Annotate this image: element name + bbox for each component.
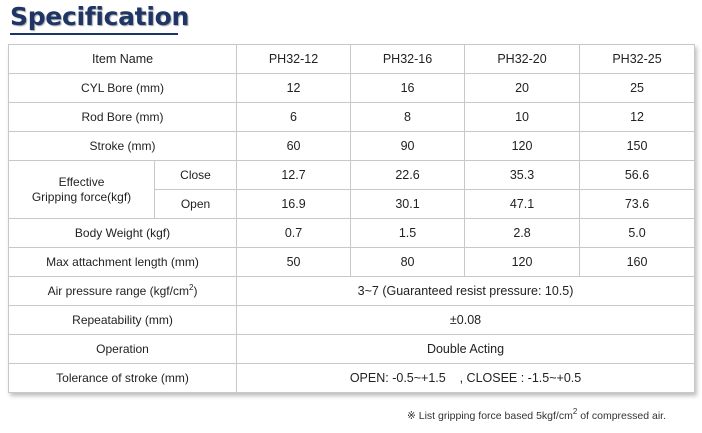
row-label-text: Rod Bore	[81, 110, 133, 124]
table-cell: 73.6	[580, 190, 695, 219]
row-label: Repeatability (mm)	[9, 306, 237, 335]
table-cell-merged: OPEN: -0.5~+1.5 , CLOSEE : -1.5~+0.5	[237, 364, 695, 393]
row-repeatability	[9, 306, 695, 335]
row-label-text: Body Weight	[74, 226, 143, 240]
row-rod-bore	[9, 103, 695, 132]
row-label	[9, 74, 237, 103]
table-cell: 60	[237, 132, 351, 161]
row-air-pressure	[9, 277, 695, 306]
row-label	[9, 277, 237, 306]
table-cell: 0.7	[237, 219, 351, 248]
title-underline	[10, 33, 178, 35]
table-cell: 50	[237, 248, 351, 277]
page-title: Specification	[10, 2, 189, 31]
table-cell: 80	[351, 248, 465, 277]
table-cell: 22.6	[351, 161, 465, 190]
table-cell: 25	[580, 74, 695, 103]
table-cell: 47.1	[465, 190, 580, 219]
table-cell: 20	[465, 74, 580, 103]
table-cell: 12	[237, 74, 351, 103]
unit-close: )	[193, 284, 198, 298]
row-label: Tolerance of stroke (mm)	[9, 364, 237, 393]
table-cell: 5.0	[580, 219, 695, 248]
header-model: PH32-20	[465, 45, 580, 74]
header-model: PH32-12	[237, 45, 351, 74]
table-cell: 2.8	[465, 219, 580, 248]
row-unit: (mm)	[135, 81, 164, 95]
table-cell: 1.5	[351, 219, 465, 248]
table-cell: 120	[465, 132, 580, 161]
row-label: Operation	[9, 335, 237, 364]
row-tolerance	[9, 364, 695, 393]
table-cell: 6	[237, 103, 351, 132]
row-operation	[9, 335, 695, 364]
table-cell: 10	[465, 103, 580, 132]
table-cell: 160	[580, 248, 695, 277]
header-model: PH32-16	[351, 45, 465, 74]
gripping-force-label	[9, 161, 155, 219]
table-cell: 120	[465, 248, 580, 277]
row-label-text: CYL Bore	[81, 81, 133, 95]
row-label: Max attachment length (mm)	[9, 248, 237, 277]
table-cell: 12.7	[237, 161, 351, 190]
table-cell: 8	[351, 103, 465, 132]
table-header-row	[9, 45, 695, 74]
row-unit: (mm)	[127, 139, 156, 153]
row-label-text: Air pressure range	[47, 284, 147, 298]
row-cyl-bore	[9, 74, 695, 103]
table-cell: 16.9	[237, 190, 351, 219]
table-cell: 56.6	[580, 161, 695, 190]
table-cell-merged: 3~7 (Guaranteed resist pressure: 10.5)	[237, 277, 695, 306]
table-cell: 150	[580, 132, 695, 161]
row-unit: (kgf/cm	[149, 284, 189, 298]
specification-table	[8, 44, 695, 393]
table-cell: 90	[351, 132, 465, 161]
table-cell: 35.3	[465, 161, 580, 190]
row-max-attachment	[9, 248, 695, 277]
row-unit: (mm)	[135, 110, 164, 124]
footnote	[407, 407, 666, 422]
footnote-suffix: of compressed air.	[577, 410, 666, 422]
table-cell: 16	[351, 74, 465, 103]
unit-superscript: 2	[188, 283, 194, 292]
header-item-name: Item Name	[9, 45, 237, 74]
table-cell-merged: Double Acting	[237, 335, 695, 364]
row-unit: (kgf)	[146, 226, 171, 240]
gripping-label-line2: Gripping force(kgf)	[31, 189, 132, 204]
table-cell: 30.1	[351, 190, 465, 219]
footnote-superscript: 2	[572, 407, 578, 416]
gripping-label-line1: Effective	[58, 174, 105, 189]
row-stroke	[9, 132, 695, 161]
row-label	[9, 219, 237, 248]
row-gripping-close	[9, 161, 695, 190]
table-cell: 12	[580, 103, 695, 132]
table-cell-merged: ±0.08	[237, 306, 695, 335]
sub-label-close: Close	[155, 161, 237, 190]
header-model: PH32-25	[580, 45, 695, 74]
row-label-text: Stroke	[89, 139, 125, 153]
row-body-weight	[9, 219, 695, 248]
footnote-prefix: ※ List gripping force based 5kgf/cm	[407, 410, 573, 422]
row-label	[9, 103, 237, 132]
sub-label-open: Open	[155, 190, 237, 219]
row-label	[9, 132, 237, 161]
